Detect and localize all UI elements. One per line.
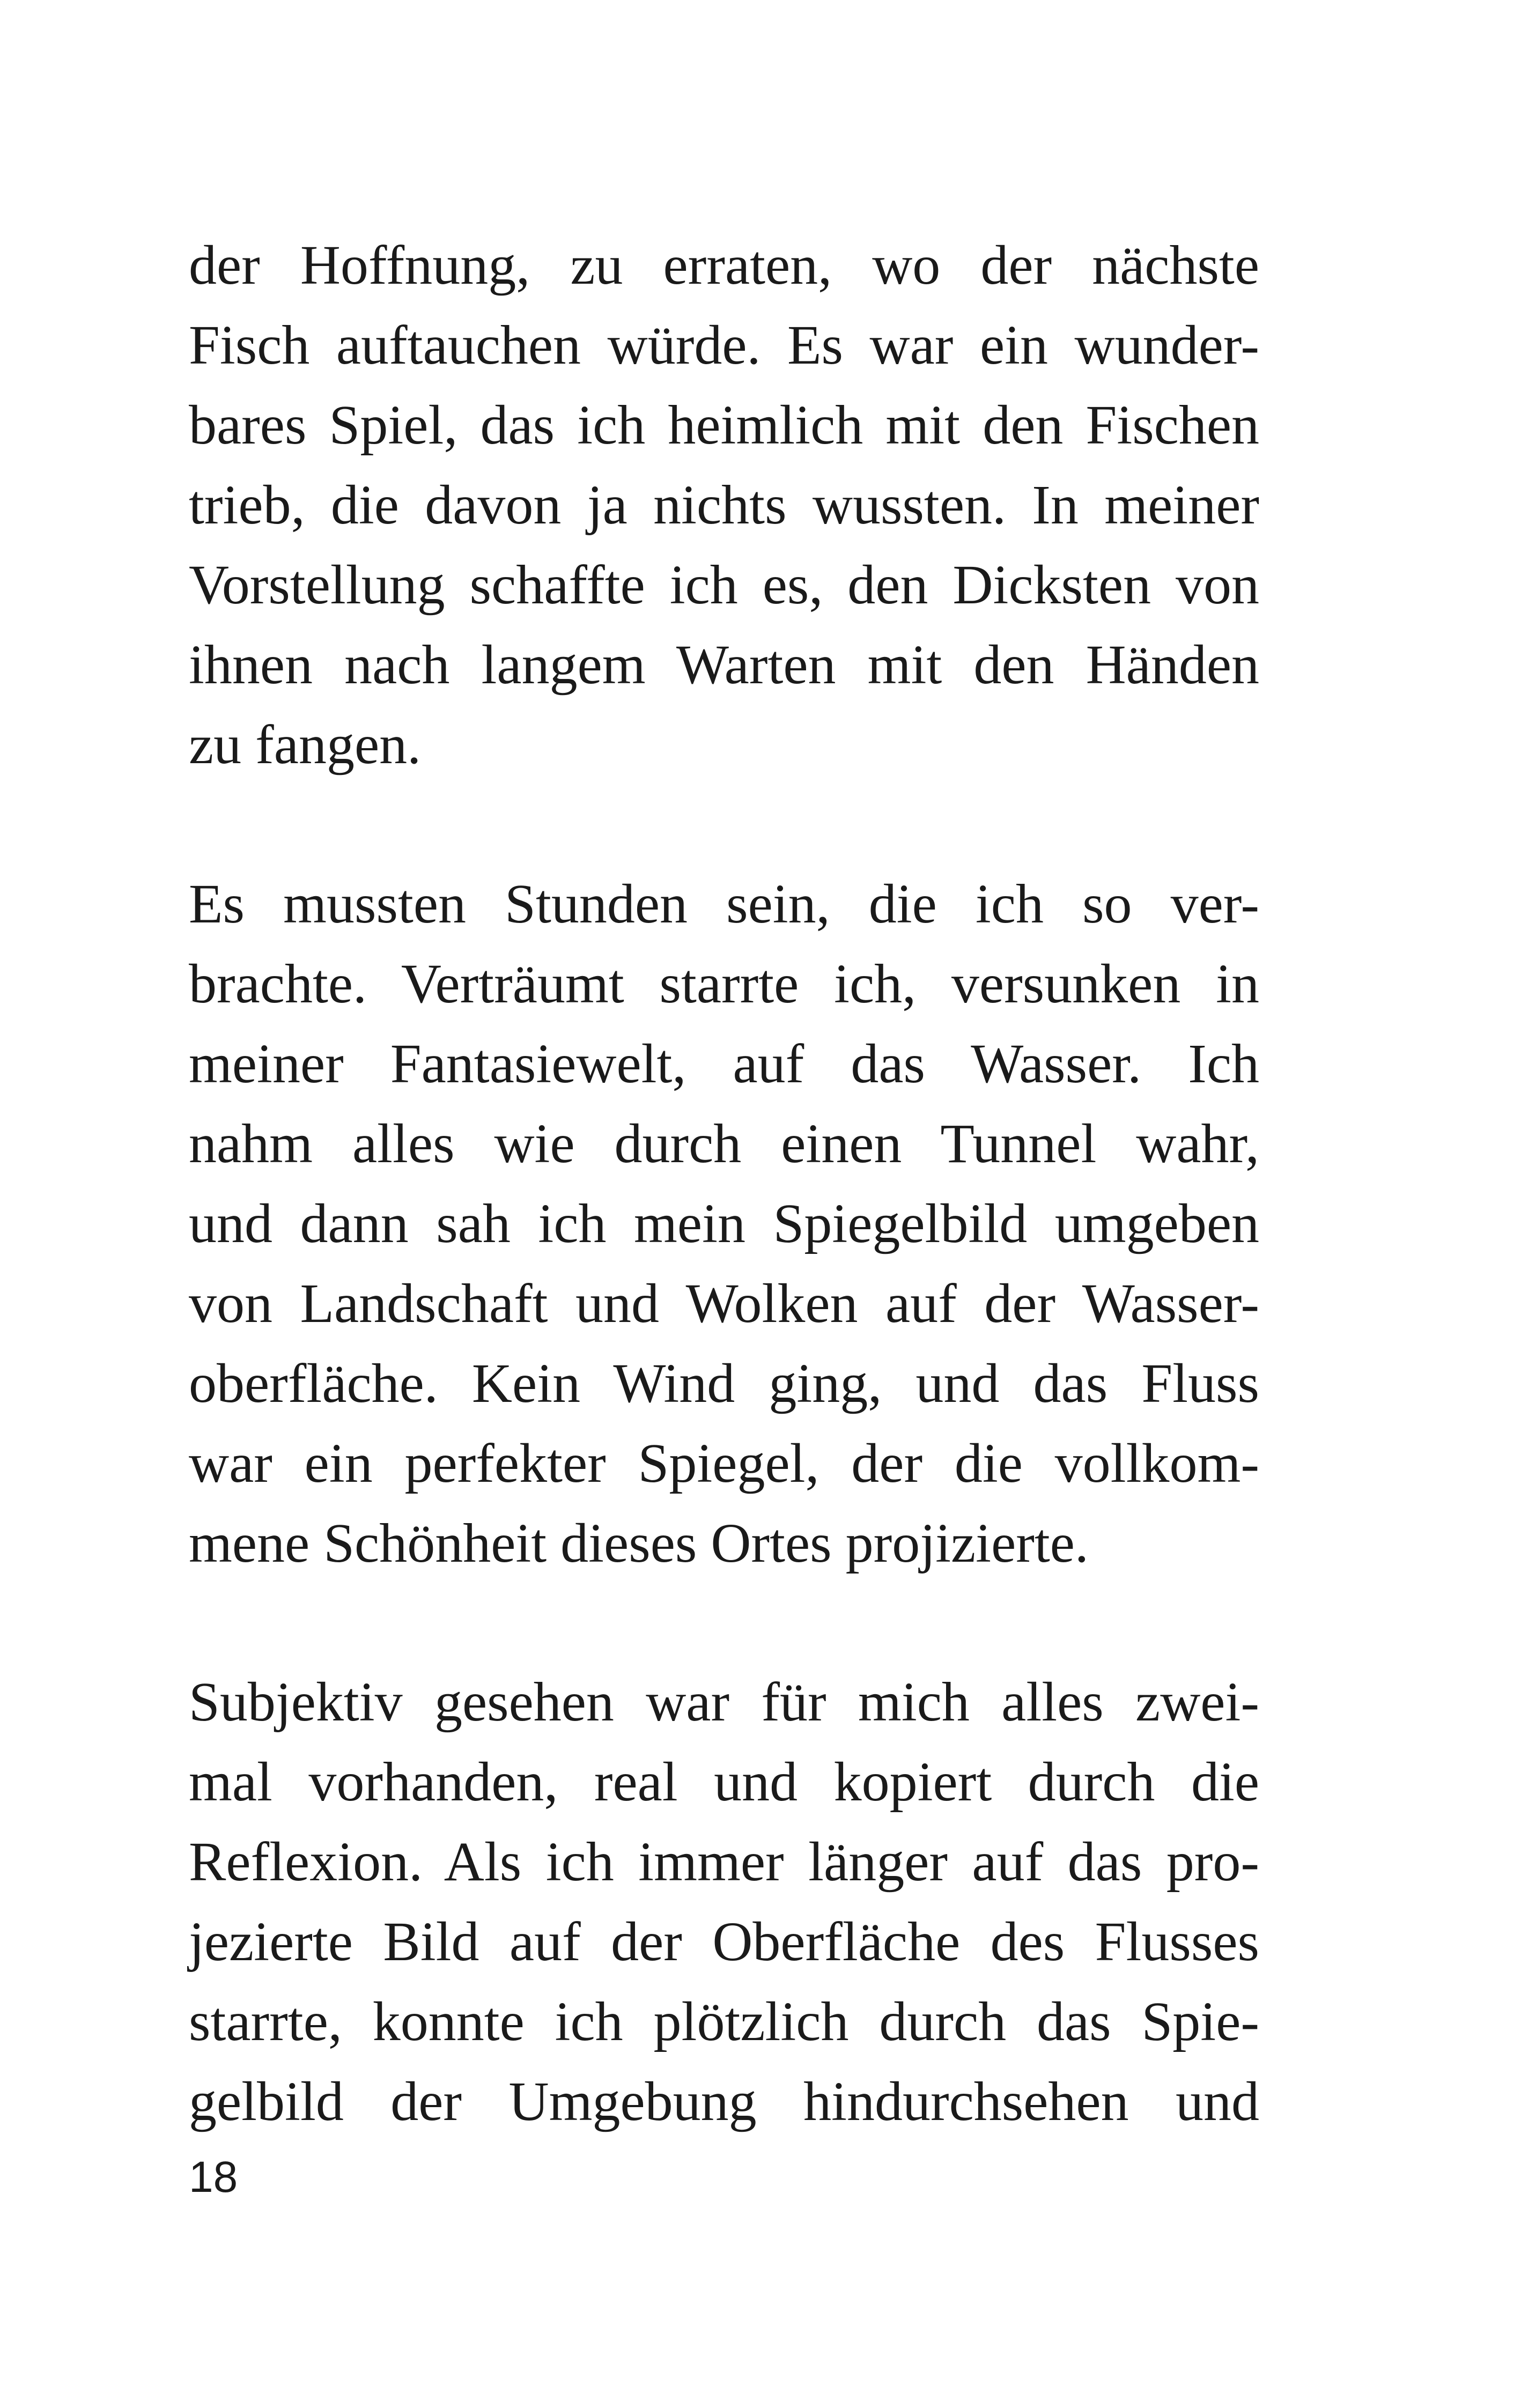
text-line: war ein perfekter Spiegel, der die vollkom- <box>189 1432 1259 1494</box>
text-line: mene Schönheit dieses Ortes projizierte. <box>189 1512 1089 1574</box>
paragraph-2 <box>189 864 1259 1583</box>
text-line: gelbild der Umgebung hindurchsehen und <box>189 2071 1259 2132</box>
text-line: brachte. Verträumt starrte ich, versunken in <box>189 953 1259 1015</box>
text-line: Reflexion. Als ich immer länger auf das pro- <box>189 1831 1259 1893</box>
text-line: bares Spiel, das ich heimlich mit den Fischen <box>189 394 1259 456</box>
text-line: von Landschaft und Wolken auf der Wasser- <box>189 1273 1259 1334</box>
text-line: Subjektiv gesehen war für mich alles zwei- <box>189 1671 1259 1733</box>
text-line: der Hoffnung, zu erraten, wo der nächste <box>189 234 1259 296</box>
text-line: ihnen nach langem Warten mit den Händen <box>189 634 1259 696</box>
text-line: jezierte Bild auf der Oberfläche des Flusses <box>189 1911 1259 1973</box>
text-line: trieb, die davon ja nichts wussten. In meiner <box>189 474 1259 536</box>
text-line: oberfläche. Kein Wind ging, und das Fluss <box>189 1353 1259 1414</box>
paragraph-3 <box>189 1662 1259 2141</box>
text-line: Es mussten Stunden sein, die ich so ver- <box>189 873 1259 935</box>
text-line: nahm alles wie durch einen Tunnel wahr, <box>189 1113 1259 1175</box>
text-line: zu fangen. <box>189 714 422 775</box>
page-number: 18 <box>189 2153 238 2202</box>
text-line: meiner Fantasiewelt, auf das Wasser. Ich <box>189 1033 1259 1095</box>
paragraph-1 <box>189 225 1259 785</box>
text-line: Vorstellung schaffte ich es, den Dicksten von <box>189 554 1259 616</box>
text-line: starrte, konnte ich plötzlich durch das Spie- <box>189 1991 1259 2052</box>
text-line: und dann sah ich mein Spiegelbild umgeben <box>189 1193 1259 1254</box>
text-line: Fisch auftauchen würde. Es war ein wunder- <box>189 314 1259 376</box>
text-line: mal vorhanden, real und kopiert durch die <box>189 1751 1259 1813</box>
